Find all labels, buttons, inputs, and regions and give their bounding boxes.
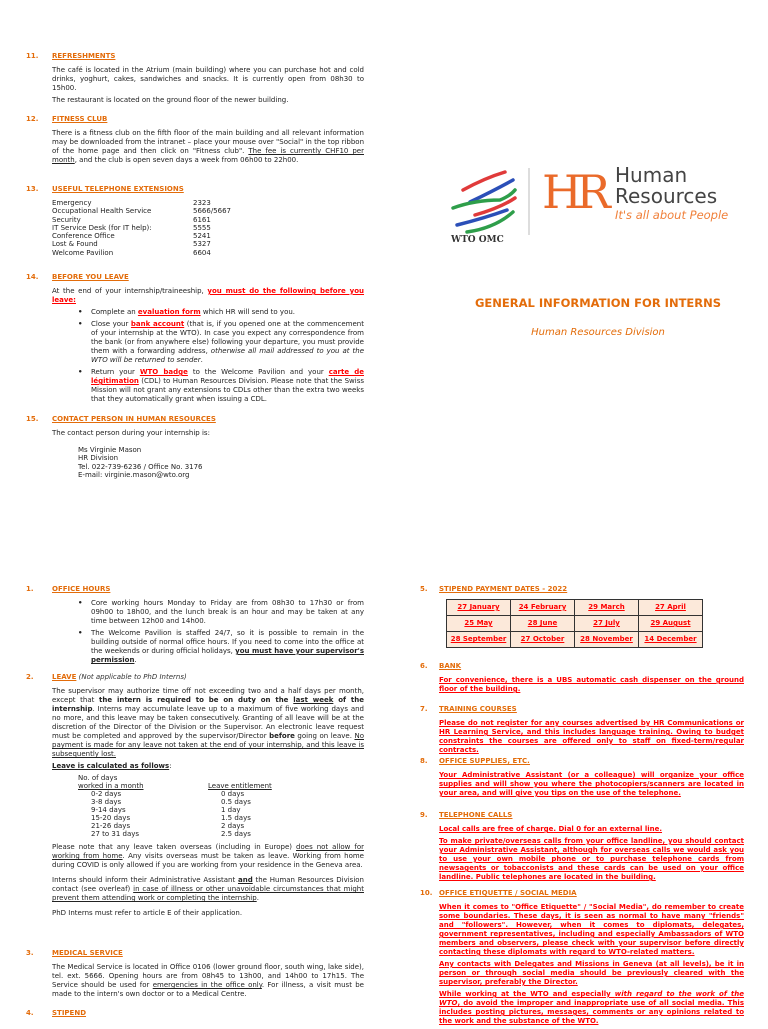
leave-entitlement: 0.5 days [221, 798, 251, 806]
section-heading [52, 415, 364, 424]
section-contact-person [26, 415, 364, 479]
section-office-hours [26, 585, 364, 669]
section-number: 5. [420, 585, 428, 593]
paragraph [439, 990, 744, 1026]
paragraph [52, 66, 364, 93]
text-run: you must have your supervisor's permission [91, 647, 364, 664]
hr-wordmark-line2: Resources [615, 184, 718, 208]
section-title: FITNESS CLUB [52, 115, 108, 123]
section-body [439, 771, 744, 798]
section-refreshments [26, 52, 364, 108]
document-title: GENERAL INFORMATION FOR INTERNS [474, 296, 722, 310]
section-number: 1. [26, 585, 34, 593]
section-training-courses [420, 705, 744, 758]
text-run: with regard to the work of the WTO [439, 990, 744, 1007]
leave-days-worked: 21-26 days [91, 822, 131, 830]
section-title: TRAINING COURSES [439, 705, 517, 713]
section-heading [52, 949, 364, 958]
text-run: Your Administrative Assistant (or a colleague) will organize your office supplies and will show you where the photocopiers/scanners are located in your area, and will give you tips on the use of the telephone. [439, 771, 744, 797]
leave-header-days: No. of days [78, 774, 118, 782]
bullet-list [78, 308, 364, 404]
section-telephone-calls [420, 811, 744, 885]
bullet-list [78, 599, 364, 665]
bullet-item [78, 308, 364, 317]
extension-name: Security [52, 215, 81, 224]
text-run: There is a fitness club on the fifth floor of the main building and all relevant information may be downloaded from the intranet – place your mouse over "Social" in the top ribbon of the home page and then click on "Fitness club". [52, 129, 364, 155]
text-run: carte de légitimation [91, 368, 364, 385]
leave-days-worked: 3-8 days [91, 798, 122, 806]
section-title: BANK [439, 662, 462, 670]
paragraph [52, 687, 364, 759]
text-run: , and the club is open seven days a week from 06h00 to 22h00. [74, 156, 299, 164]
section-heading [52, 185, 364, 194]
text-run: Any contacts with Delegates and Missions in Geneva (at all levels), be it [439, 960, 737, 968]
text-run: Return your [91, 368, 140, 376]
text-run: At the end of your internship/traineeship, [52, 287, 208, 295]
extension-name: Lost & Found [52, 240, 98, 249]
text-run: last week [293, 696, 334, 704]
text-run: For convenience, there is a UBS automatic cash dispenser on the ground floor of the building. [439, 676, 744, 693]
section-number: 6. [420, 662, 428, 670]
paragraph [52, 429, 364, 438]
extension-name: IT Service Desk (for IT help): [52, 223, 152, 232]
text-run: emergencies in the office only [152, 981, 262, 989]
section-title: STIPEND [52, 1009, 87, 1017]
section-heading [439, 811, 744, 820]
text-run: Local calls are free of charge. Dial 0 for an external line. [439, 825, 663, 833]
text-run: : [169, 762, 172, 770]
section-body [439, 903, 744, 1026]
section-office-etiquette [420, 889, 744, 1029]
section-number: 2. [26, 673, 34, 681]
section-title: STIPEND PAYMENT DATES - 2022 [439, 585, 568, 593]
section-before-you-leave [26, 273, 364, 408]
section-fitness-club [26, 115, 364, 168]
hr-tagline: It's all about People [615, 208, 729, 222]
text-run: Please note that any leave taken overseas (including in Europe) [52, 843, 297, 851]
text-run: which HR will send to you. [200, 308, 296, 316]
contact-line: Ms Virginie Mason [78, 446, 142, 454]
section-heading [52, 115, 364, 124]
text-run: evaluation form [137, 308, 201, 316]
text-run: bank account [130, 320, 185, 328]
section-heading [52, 1009, 364, 1018]
text-run: . [256, 894, 259, 902]
text-run: While working at the WTO and especially [439, 990, 615, 998]
text-run: . Any visits overseas must be taken as leave. Working from home during COVID is only allowed if you are working from your residence in the Geneva area. [52, 852, 364, 869]
section-number: 14. [26, 273, 39, 281]
section-title: OFFICE HOURS [52, 585, 111, 593]
paragraph [439, 903, 744, 957]
section-heading [439, 889, 744, 898]
payment-dates-table [446, 599, 703, 648]
leave-days-worked: 27 to 31 days [91, 830, 140, 838]
payment-date-cell: 29 March [575, 600, 639, 616]
paragraph [52, 909, 364, 918]
leave-entitlement: 2 days [221, 822, 245, 830]
text-run: . This includes posting pictures, messages, comments or any opinions related to the work and the substance of the WTO. [439, 999, 744, 1025]
paragraph [52, 762, 364, 771]
text-run: The Welcome Pavilion is staffed 24/7, so it is possible to remain in the building outside of normal office hours. If you need to come into the office at the weekends or during official holidays, [91, 629, 364, 655]
text-run: . [200, 356, 203, 364]
leave-table [78, 774, 364, 838]
text-run: (that is, if you opened one at the commencement of your internship at the WTO). In case you expect any correspondence from the bank (or from anywhere else) following your departure, you must provide them with a forwarding address, [91, 320, 364, 355]
payment-date-cell: 28 November [575, 632, 639, 648]
section-body [52, 199, 364, 257]
section-number: 12. [26, 115, 39, 123]
text-run: No payment is made for any leave not taken at the end of your internship, and this leave is subsequently lost. [52, 732, 364, 758]
section-heading [439, 585, 744, 594]
bullet-item [78, 320, 364, 365]
text-run: to the Welcome Pavilion and your [187, 368, 329, 376]
section-title: REFRESHMENTS [52, 52, 116, 60]
extension-name: Welcome Pavilion [52, 248, 114, 257]
section-body [439, 676, 744, 694]
text-run: of WTO members and observers, please check with your supervisor [439, 930, 744, 947]
hr-monogram: HR [542, 165, 605, 219]
paragraph [52, 876, 364, 903]
text-run: , [457, 999, 464, 1007]
extension-number: 6161 [193, 215, 211, 224]
section-number: 4. [26, 1009, 34, 1017]
paragraph [52, 96, 364, 105]
section-heading [52, 273, 364, 282]
section-number: 10. [420, 889, 433, 897]
text-run: The Medical Service is located in Office 0106 (lower ground floor, south wing, lake side), tel. ext. 5666. Opening hours are from 08h45 to 13h00, and 14h00 to 17h15. The Service should be used for [52, 963, 364, 989]
section-body [52, 287, 364, 404]
section-title: TELEPHONE CALLS [439, 811, 513, 819]
text-run: going on leave. [294, 732, 355, 740]
text-run: and [238, 876, 253, 884]
text-run: before [269, 732, 295, 740]
extension-list [52, 199, 364, 257]
wto-omc-label: WTO OMC [451, 235, 504, 245]
spacer [208, 774, 364, 782]
section-body [52, 963, 364, 999]
section-body [52, 129, 364, 165]
leave-header-entitlement: Leave entitlement [208, 782, 272, 790]
section-title: OFFICE SUPPLIES, ETC. [439, 757, 530, 765]
extension-name: Emergency [52, 199, 92, 207]
section-heading [439, 757, 744, 766]
extension-name: Occupational Health Service [52, 207, 152, 216]
section-number: 11. [26, 52, 39, 60]
text-run: The restaurant is located on the ground floor of the newer building. [52, 96, 289, 104]
text-run: The supervisor may authorize time off not exceeding two and a half days per month, except that [52, 687, 364, 704]
text-run: WTO badge [139, 368, 188, 376]
section-leave [26, 673, 364, 921]
text-run: The café is located in the Atrium (main building) where you can purchase hot and cold drinks, yoghurt, cakes, sandwiches and snacks. It is currently open from 08h30 to 15h00. [52, 66, 364, 92]
text-run: or through social media should be previously cleared with the supervisor, preferably the Director. [439, 969, 744, 986]
leave-entitlement: 1 day [221, 806, 241, 814]
section-heading [52, 585, 364, 594]
text-run: The fee is currently CHF10 per month [52, 147, 364, 164]
section-office-supplies [420, 757, 744, 801]
paragraph [52, 287, 364, 305]
extension-number: 5666/5667 [193, 207, 231, 216]
section-title: MEDICAL SERVICE [52, 949, 123, 957]
section-body [52, 599, 364, 665]
leave-entitlement: 1.5 days [221, 814, 251, 822]
contact-details [78, 446, 364, 479]
section-body [439, 719, 744, 755]
text-run: not [480, 719, 494, 727]
payment-date-cell: 24 February [511, 600, 575, 616]
leave-days-worked: 9-14 days [91, 806, 126, 814]
paragraph [52, 129, 364, 165]
leave-entitlement: 0 days [221, 790, 245, 798]
table-row [447, 616, 703, 632]
section-body [52, 429, 364, 479]
leave-days-worked: 0-2 days [91, 790, 122, 798]
section-number: 7. [420, 705, 428, 713]
section-title: CONTACT PERSON IN HUMAN RESOURCES [52, 415, 216, 423]
section-heading [439, 705, 744, 714]
text-run: otherwise all mail addressed to you at the WTO will be returned to sender [91, 347, 364, 364]
section-body [439, 599, 744, 648]
extension-number: 5555 [193, 223, 211, 232]
text-run: do avoid the improper and inappropriate use of all social media [463, 999, 722, 1007]
text-run: directly contacting these diplomats with regard to WTO-related matters. [439, 939, 744, 956]
text-run: the Human Resources Division contact (see overleaf) [52, 876, 364, 893]
section-number: 15. [26, 415, 39, 423]
text-run: Interns should inform their Administrative Assistant [52, 876, 239, 884]
payment-date-cell: 28 September [447, 632, 511, 648]
hr-wordmark-line1: Human [615, 163, 688, 187]
section-title: OFFICE ETIQUETTE / SOCIAL MEDIA [439, 889, 577, 897]
extension-number: 5241 [193, 232, 211, 241]
wto-hr-logo [445, 160, 765, 255]
leave-days-worked: 15-20 days [91, 814, 131, 822]
text-run: Complete an [91, 308, 138, 316]
table-row [447, 632, 703, 648]
text-run: before [684, 939, 711, 947]
payment-date-cell: 29 August [639, 616, 703, 632]
text-run: . [134, 656, 137, 664]
text-run: Close your [91, 320, 131, 328]
contact-line: Tel. 022-739-6236 / Office No. 3176 [78, 462, 203, 471]
leave-header-worked: worked in a month [78, 782, 144, 790]
extension-number: 2323 [193, 199, 211, 207]
section-heading [52, 52, 364, 61]
payment-date-cell: 27 July [575, 616, 639, 632]
paragraph [52, 843, 364, 870]
section-bank [420, 662, 744, 697]
section-number: 9. [420, 811, 428, 819]
section-stipend-dates [420, 585, 744, 657]
text-run: in case of illness or other unavoidable circumstances that might prevent them attending work or completing the internship [52, 885, 364, 902]
text-run: Please do [439, 719, 481, 727]
text-run: Leave is calculated as follows [52, 762, 170, 770]
section-note: (Not applicable to PhD Interns) [76, 673, 187, 681]
text-run: (CDL) to Human Resources Division. Please note that the Swiss Mission will not grant any extensions to CDLs other than the extra two weeks that they automatically grant when issuing a CDL. [91, 377, 364, 403]
section-body [52, 66, 364, 105]
text-run: including and especially Ambassadors [558, 930, 712, 938]
text-run: in person [439, 960, 744, 977]
text-run: Core working hours Monday to Friday are from 08h30 to 17h30 or from 09h00 to 18h00, and the lunch break is an hour and may be taken at any time between 12h00 and 14h00. [91, 599, 364, 625]
bullet-item [78, 629, 364, 665]
extension-number: 6604 [193, 248, 211, 257]
section-title: BEFORE YOU LEAVE [52, 273, 129, 281]
payment-date-cell: 27 October [511, 632, 575, 648]
table-row [447, 600, 703, 616]
paragraph [439, 676, 744, 694]
payment-date-cell: 14 December [639, 632, 703, 648]
extension-number: 5327 [193, 240, 211, 249]
paragraph [439, 719, 744, 755]
text-run: register for any courses advertised by HR Communications or HR Learning Service, and this includes language training. Owing to budget constraints the courses are offered only to staff on fixed-term/regular contracts. [439, 719, 744, 754]
section-body [439, 825, 744, 882]
contact-line: E-mail: virginie.mason@wto.org [78, 470, 190, 479]
extension-name: Conference Office [52, 232, 115, 241]
payment-date-cell: 25 May [447, 616, 511, 632]
paragraph [439, 825, 744, 834]
section-number: 13. [26, 185, 39, 193]
document-subtitle: Human Resources Division [531, 327, 665, 338]
paragraph [439, 960, 744, 987]
section-number: 8. [420, 757, 428, 765]
payment-date-cell: 27 April [639, 600, 703, 616]
text-run: the intern is required to be on duty on the [99, 696, 294, 704]
text-run: The contact person during your internship is: [52, 429, 210, 437]
paragraph [439, 771, 744, 798]
section-stipend [26, 1009, 364, 1023]
payment-date-cell: 28 June [511, 616, 575, 632]
text-run: does not allow for working from home [52, 843, 364, 860]
section-title: LEAVE [52, 673, 77, 681]
section-number: 3. [26, 949, 34, 957]
paragraph [439, 837, 744, 882]
text-run: . For illness, a visit must be made to the intern's own doctor or to a Medical Centre. [52, 981, 364, 998]
section-heading [52, 673, 364, 682]
section-title: USEFUL TELEPHONE EXTENSIONS [52, 185, 184, 193]
section-telephone-extensions [26, 185, 364, 257]
text-run: When it comes to "Office Etiquette" / "Social Media", do remember to create some boundaries. These days, it is seen as normal to have many "friends" and "followers". However, when it comes to diplomats, delegates, government representatives, [439, 903, 744, 938]
section-medical-service [26, 949, 364, 1002]
bullet-item [78, 599, 364, 626]
text-run: . Interns may accumulate leave up to a maximum of five working days and no more, and this leave may be taken consecutively. Granting of all leave will be at the discretion of the Director of the Division or the Supervisor. An electronic leave request must be completed and approved by the supervisor/Director [52, 705, 364, 740]
text-run: To make private/overseas calls from your office landline, you should contact your Administrative Assistant, although for overseas calls we would ask you to use your own mobile phone or to purchase telephone cards from newsagents or tobacconists and these cards can be used on your office landline. Public telephones are located in the building. [439, 837, 744, 881]
paragraph [52, 963, 364, 999]
section-body [52, 687, 364, 918]
payment-date-cell: 27 January [447, 600, 511, 616]
contact-line: HR Division [78, 454, 119, 463]
leave-entitlement: 2.5 days [221, 830, 251, 838]
text-run: of the internship [52, 696, 364, 713]
bullet-item [78, 368, 364, 404]
text-run: PhD Interns must refer to article E of their application. [52, 909, 243, 917]
text-run: you must do the following before you leave: [52, 287, 365, 304]
section-heading [439, 662, 744, 671]
